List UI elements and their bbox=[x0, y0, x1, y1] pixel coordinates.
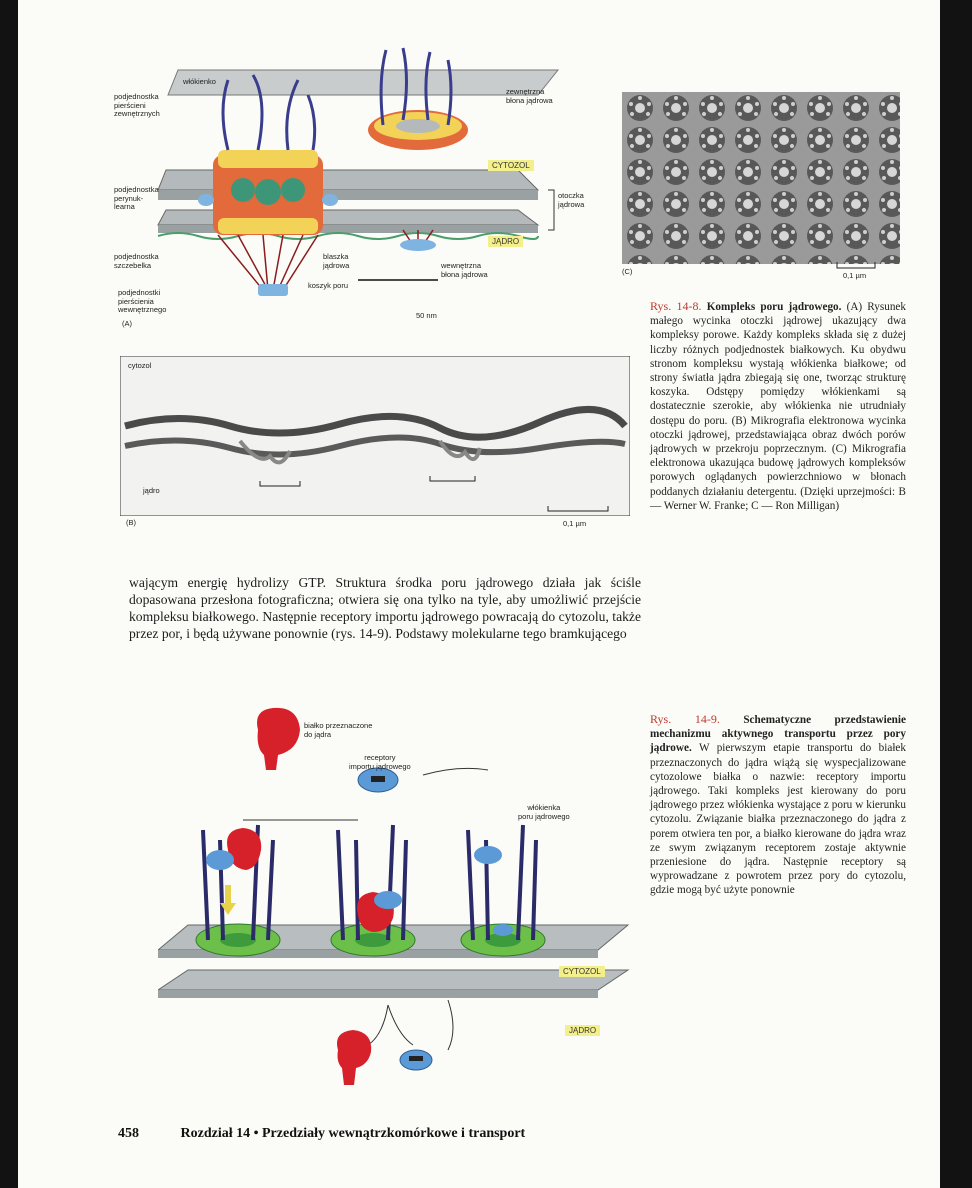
label-envelope: otoczka jądrowa bbox=[558, 191, 585, 209]
tag-cytosol-9: CYTOZOL bbox=[559, 966, 605, 977]
caption-14-9-number: Rys. 14-9. bbox=[650, 712, 720, 726]
caption-14-9 bbox=[650, 712, 906, 898]
label-filament: włókienko bbox=[183, 77, 216, 86]
scale-bar-c bbox=[836, 262, 876, 270]
label-outer-ring: podjednostka pierścieni zewnętrznych bbox=[114, 92, 160, 118]
label-inner-membrane: wewnętrzna błona jądrowa bbox=[441, 261, 488, 279]
caption-14-8-title: Kompleks poru jądrowego. bbox=[706, 301, 842, 313]
caption-14-8-text: (A) Rysunek małego wycinka otoczki jądrowej ukazujący dwa kompleksy porowe. Każdy kompleks składa się z dużej liczby różnych podjednostek białkowych. Ku obydwu stronom kompleksu wystają włókienka białkowe; od strony światła jądra zbiegają się one, tworząc strukturę koszyka. Odstępy pomiędzy włókienkami są dostatecznie szerokie, aby włókienka nie utrudniały dostępu do poru. (B) Mikrografia elektronowa wycinka otoczki jądrowej, przedstawiająca obraz dwóch porów jądrowych w przekroju poprzecznym. (C) Mikrografia elektronowa ukazująca budowę jądrowych kompleksów porowych oglądanych powierzchniowo w błonach poddanych działaniu detergentu. (Dzięki uprzejmości: B — Werner W. Franke; C — Ron Milligan) bbox=[650, 301, 906, 512]
caption-14-8-number: Rys. 14-8. bbox=[650, 299, 702, 313]
micrograph-c bbox=[622, 92, 900, 264]
label-import-receptors: receptory importu jądrowego bbox=[349, 753, 411, 771]
book-page bbox=[18, 0, 940, 1188]
label-nucleus-b: jądro bbox=[143, 486, 160, 495]
label-target-protein: białko przeznaczone do jądra bbox=[304, 721, 373, 739]
tag-nucleus-a: JĄDRO bbox=[488, 236, 523, 247]
scale-b: 0,1 µm bbox=[563, 519, 587, 528]
panel-a-label: (A) bbox=[122, 319, 132, 328]
tag-cytosol-a: CYTOZOL bbox=[488, 160, 534, 171]
label-outer-membrane: zewnętrzna błona jądrowa bbox=[506, 87, 553, 105]
label-lumenal: podjednostka perynuk- learna bbox=[114, 185, 159, 211]
label-inner-ring: podjednostki pierścienia wewnętrznego bbox=[118, 288, 167, 314]
tag-nucleus-9: JĄDRO bbox=[565, 1025, 600, 1036]
panel-b-label: (B) bbox=[126, 518, 136, 527]
panel-c-label: (C) bbox=[622, 267, 633, 276]
label-lamina: blaszka jądrowa bbox=[323, 252, 350, 270]
label-pore-fibrils: włókienka poru jądrowego bbox=[518, 803, 570, 821]
caption-14-9-text: W pierwszym etapie transportu do białek przeznaczonych do jądra wiążą się wyspecjalizowane cytozolowe białka o nazwie: receptory importu jądrowego. Taki kompleks jest kierowany do poru jądrowego przez włókienka wystające z poru w kierunku cytozolu. Związanie białka przeznaczonego do jądra z porem otwiera ten por, a białko kierowane do jądra wraz ze swym związanym receptorem zostaje aktywnie przeniesione do jądra. Następnie receptory są wyprowadzane z powrotem przez pory do cytozolu, gdzie mogą być użyte ponownie bbox=[650, 742, 906, 897]
scale-c: 0,1 µm bbox=[843, 271, 867, 280]
scale-a: 50 nm bbox=[416, 311, 437, 320]
caption-14-8 bbox=[650, 299, 906, 513]
body-paragraph: wającym energię hydrolizy GTP. Struktura środka poru jądrowego działa jak ściśle dopasowana przesłona fotograficzna; otwiera się ona tylko na tyle, aby umożliwić przejście kompleksu białkowego. Następnie receptory importu jądrowego powracają do cytozolu, także przez por, i będą używane ponownie (rys. 14-9). Podstawy molekularne tego bramkującego bbox=[129, 575, 641, 642]
page-footer bbox=[118, 1126, 525, 1142]
micrograph-b bbox=[120, 356, 630, 516]
page-number: 458 bbox=[118, 1126, 139, 1141]
caption-14-9-title: Schematyczne przedstawienie mechanizmu aktywnego transportu przez pory jądrowe. bbox=[650, 714, 906, 755]
label-basket: koszyk poru bbox=[308, 281, 349, 290]
label-cytosol-b: cytozol bbox=[128, 361, 152, 370]
label-spoke: podjednostka szczebelka bbox=[114, 252, 159, 270]
chapter-title: Rozdział 14 • Przedziały wewnątrzkomórkowe i transport bbox=[180, 1126, 526, 1141]
